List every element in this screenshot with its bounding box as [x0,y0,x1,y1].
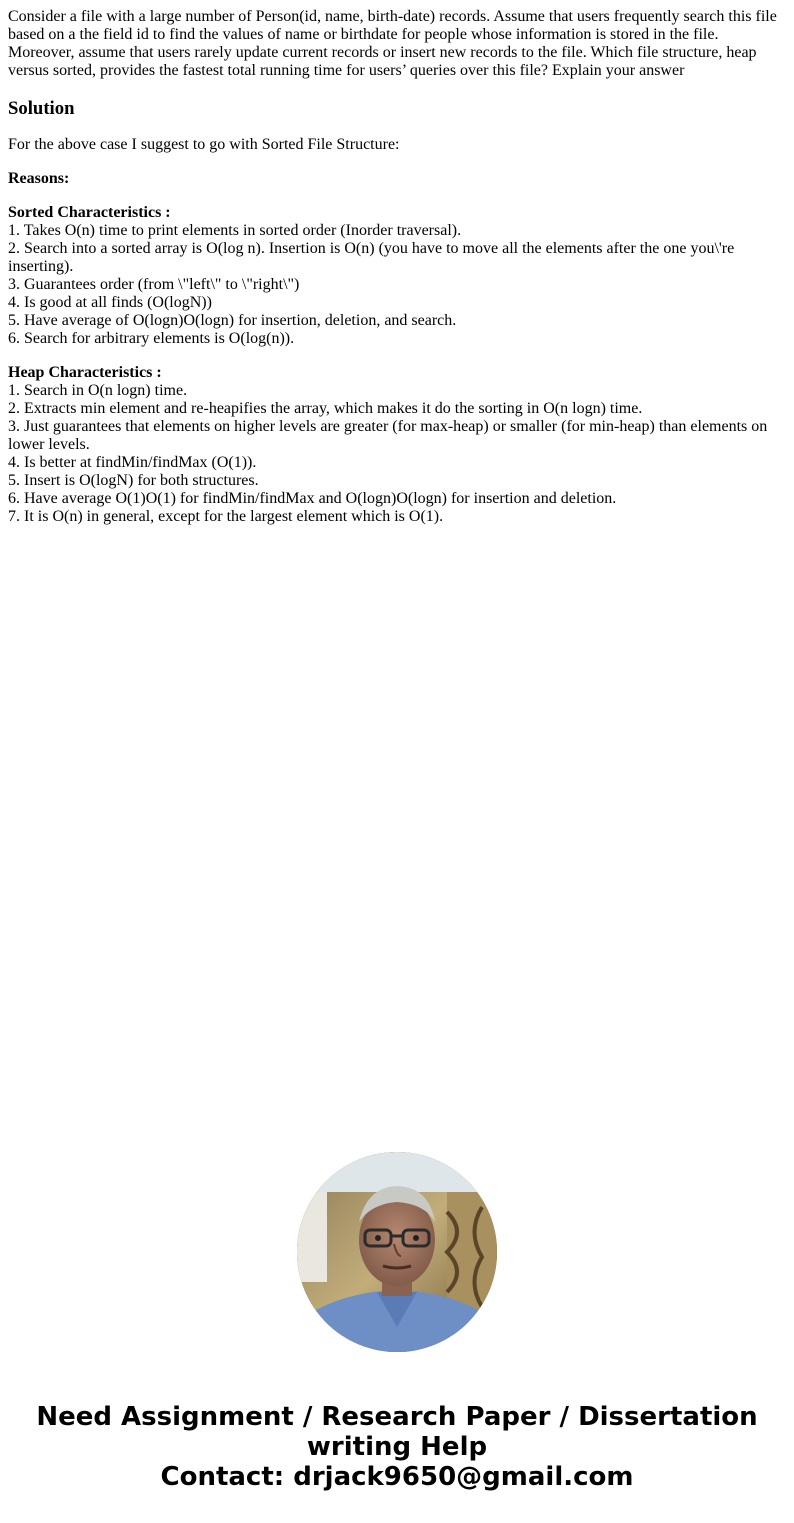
heap-section [8,364,786,526]
promo-line-2: writing Help [306,1432,488,1462]
promo-banner [0,1152,794,1492]
heap-item: 2. Extracts min element and re-heapifies the array, which makes it do the sorting in O(n logn) time. [8,400,643,417]
promo-text [0,1402,794,1492]
sorted-item: 4. Is good at all finds (O(logN)) [8,294,212,311]
sorted-item: 2. Search into a sorted array is O(log n). Insertion is O(n) (you have to move all the elements after the one you\'re inserting). [8,240,735,275]
solution-heading: Solution [8,98,75,119]
sorted-section [8,204,786,348]
promo-line-1: Need Assignment / Research Paper / Dissertation [36,1402,758,1432]
heap-item: 5. Insert is O(logN) for both structures. [8,472,259,489]
question-text: Consider a file with a large number of Person(id, name, birth-date) records. Assume that users frequently search this file based on a the field id to find the values of name or birthdate for people whose information is stored in the file. Moreover, assume that users rarely update current records or insert new records to the file. Which file structure, heap versus sorted, provides the fastest total running time for users’ queries over this file? Explain your answer [8,8,777,79]
sorted-item: 6. Search for arbitrary elements is O(log(n)). [8,330,295,347]
intro-text: For the above case I suggest to go with Sorted File Structure: [8,136,400,153]
person-portrait-icon [297,1152,497,1352]
heap-item: 3. Just guarantees that elements on higher levels are greater (for max-heap) or smaller (for min-heap) than elements on lower levels. [8,418,768,453]
sorted-item: 1. Takes O(n) time to print elements in sorted order (Inorder traversal). [8,222,462,239]
sorted-item: 3. Guarantees order (from \"left\" to \"right\") [8,276,300,293]
document-body [8,8,786,526]
sorted-title: Sorted Characteristics : [8,204,171,221]
heap-item: 6. Have average O(1)O(1) for findMin/findMax and O(logn)O(logn) for insertion and deletion. [8,490,617,507]
heap-title: Heap Characteristics : [8,364,162,381]
promo-contact: Contact: drjack9650@gmail.com [160,1462,634,1492]
reasons-label: Reasons: [8,170,70,187]
heap-item: 1. Search in O(n logn) time. [8,382,188,399]
sorted-item: 5. Have average of O(logn)O(logn) for insertion, deletion, and search. [8,312,457,329]
heap-item: 7. It is O(n) in general, except for the largest element which is O(1). [8,508,444,525]
heap-item: 4. Is better at findMin/findMax (O(1)). [8,454,257,471]
